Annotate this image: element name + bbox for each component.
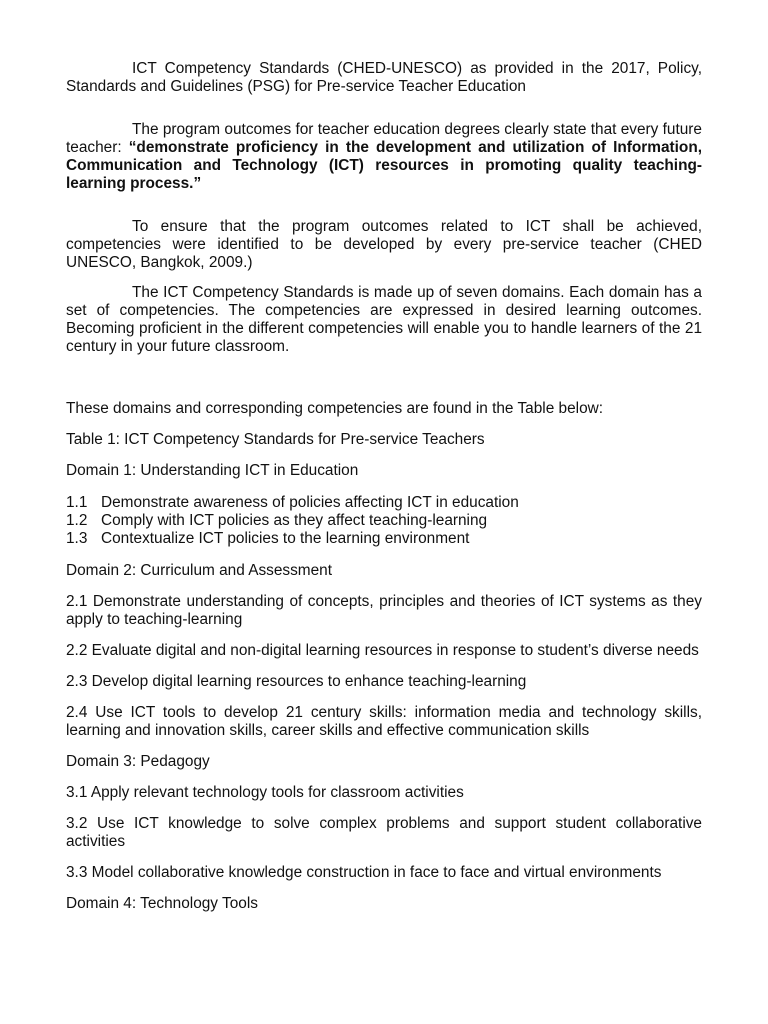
- competency-2-1: 2.1 Demonstrate understanding of concepts, principles and theories of ICT systems as they apply to teaching-learning: [66, 593, 702, 628]
- table-title: Table 1: ICT Competency Standards for Pre-service Teachers: [66, 431, 485, 448]
- domain-3-title: Domain 3: Pedagogy: [66, 753, 210, 770]
- competency-2-3: 2.3 Develop digital learning resources to enhance teaching-learning: [66, 673, 527, 690]
- competency-3-2: 3.2 Use ICT knowledge to solve complex problems and support student collaborative activities: [66, 815, 702, 850]
- item-number: 1.2: [66, 512, 88, 529]
- item-number: 1.1: [66, 494, 88, 511]
- document-page: [66, 60, 702, 913]
- standards-paragraph: The ICT Competency Standards is made up of seven domains. Each domain has a set of competencies. The competencies are expressed in desired learning outcomes. Becoming proficient in the different competencies will enable you to handle learners of the 21 century in your future classroom.: [66, 284, 702, 355]
- competency-2-4: 2.4 Use ICT tools to develop 21 century skills: information media and technology skills, learning and innovation skills, career skills and effective communication skills: [66, 704, 702, 739]
- outcomes-paragraph: [66, 121, 702, 193]
- intro-paragraph: ICT Competency Standards (CHED-UNESCO) as provided in the 2017, Policy, Standards and Guidelines (PSG) for Pre-service Teacher Education: [66, 60, 702, 95]
- domains-intro: These domains and corresponding competencies are found in the Table below:: [66, 400, 604, 417]
- competency-2-2: 2.2 Evaluate digital and non-digital learning resources in response to student’s diverse needs: [66, 642, 699, 659]
- domain-1-title: Domain 1: Understanding ICT in Education: [66, 462, 359, 479]
- item-text: Demonstrate awareness of policies affecting ICT in education: [101, 494, 519, 511]
- list-item: [66, 512, 702, 530]
- domain-1-list: [66, 494, 702, 548]
- domain-4-title: Domain 4: Technology Tools: [66, 895, 258, 912]
- outcomes-lead: The program outcomes for teacher education degrees clearly state that every future teacher:: [66, 121, 702, 156]
- item-text: Contextualize ICT policies to the learning environment: [101, 530, 470, 547]
- list-item: [66, 530, 702, 548]
- competency-3-3: 3.3 Model collaborative knowledge construction in face to face and virtual environments: [66, 864, 662, 881]
- ensure-paragraph: To ensure that the program outcomes related to ICT shall be achieved, competencies were identified to be developed by every pre-service teacher (CHED UNESCO, Bangkok, 2009.): [66, 218, 702, 271]
- item-number: 1.3: [66, 530, 88, 547]
- item-text: Comply with ICT policies as they affect teaching-learning: [101, 512, 488, 529]
- domain-2-title: Domain 2: Curriculum and Assessment: [66, 562, 333, 579]
- competency-3-1: 3.1 Apply relevant technology tools for classroom activities: [66, 784, 464, 801]
- list-item: [66, 494, 702, 512]
- outcomes-quote: “demonstrate proficiency in the development and utilization of Information, Communication and Technology (ICT) resources in promoting quality teaching-learning process.”: [66, 139, 702, 192]
